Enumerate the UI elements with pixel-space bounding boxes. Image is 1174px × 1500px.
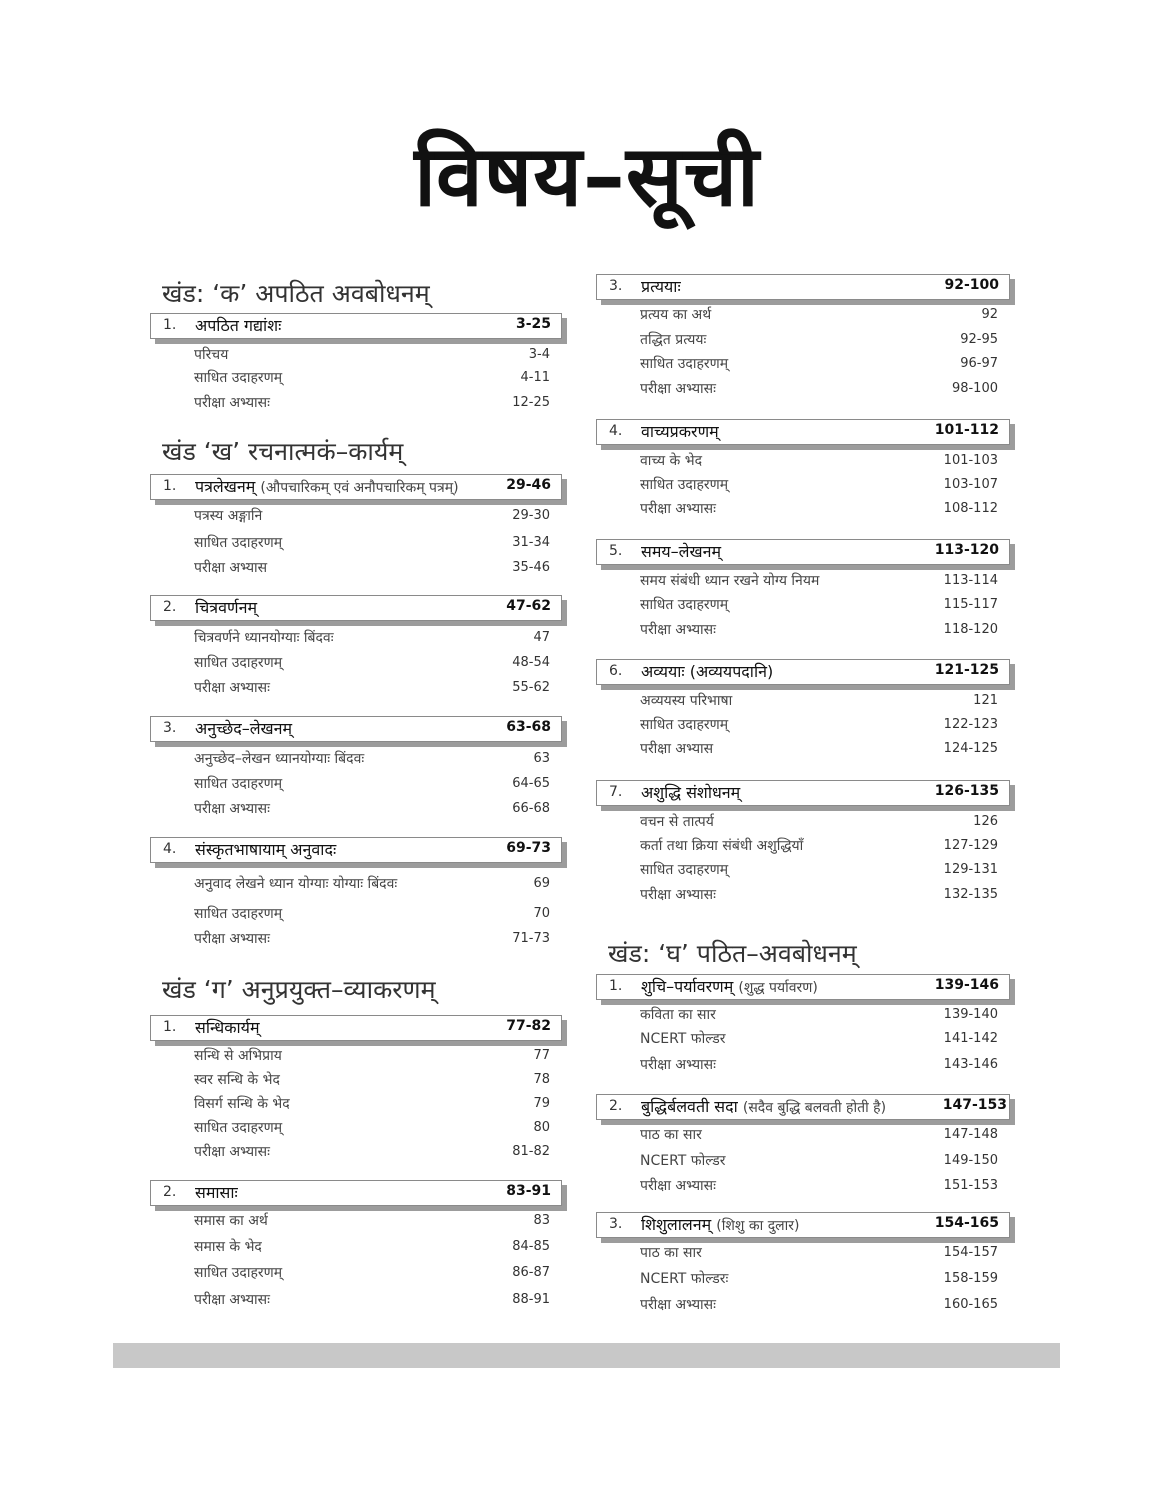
- item-label: साधित उदाहरणम्: [640, 477, 729, 493]
- item-page: 48-54: [512, 655, 550, 670]
- item-label: सन्धि से अभिप्राय: [194, 1048, 282, 1064]
- chapter-title: पत्रलेखनम्: [195, 477, 256, 496]
- item-page: 12-25: [512, 395, 550, 410]
- chapter-pages: 113-120: [934, 542, 999, 558]
- chapter-subtitle: (शुद्ध पर्यावरण): [738, 980, 818, 996]
- toc-item: [640, 620, 998, 642]
- chapter-name: अव्ययाः (अव्ययपदानि): [641, 662, 774, 681]
- item-page: 132-135: [943, 887, 998, 902]
- item-page: 154-157: [943, 1245, 998, 1260]
- toc-item: [640, 812, 998, 834]
- item-label: परीक्षा अभ्यासः: [194, 680, 270, 696]
- toc-item: [640, 885, 998, 907]
- chapter-header[interactable]: [150, 716, 562, 742]
- toc-item: [640, 836, 998, 858]
- item-label: समास के भेद: [194, 1239, 262, 1255]
- toc-item: [194, 799, 550, 821]
- chapter-number: 1.: [163, 317, 177, 333]
- item-page: 115-117: [943, 597, 998, 612]
- toc-item: [640, 1269, 998, 1291]
- chapter-title: शिशुलालनम्: [641, 1215, 712, 1234]
- item-label: NCERT फोल्डर: [640, 1031, 726, 1047]
- chapter-header[interactable]: [596, 419, 1010, 445]
- chapter-header[interactable]: [150, 1015, 562, 1041]
- item-page: 4-11: [520, 370, 550, 385]
- toc-item: [194, 628, 550, 650]
- toc-item: [640, 860, 998, 882]
- toc-item: [194, 1046, 550, 1068]
- item-label: वचन से तात्पर्य: [640, 814, 714, 830]
- item-label: परीक्षा अभ्यासः: [640, 1297, 716, 1313]
- chapter-name: वाच्यप्रकरणम्: [641, 422, 719, 441]
- item-page: 113-114: [943, 573, 998, 588]
- chapter-name: [195, 475, 459, 497]
- chapter-header[interactable]: [596, 274, 1010, 300]
- toc-item: [640, 715, 998, 737]
- toc-item: [640, 499, 998, 521]
- toc-item: [640, 451, 998, 473]
- item-page: 83: [533, 1213, 550, 1228]
- chapter-pages: 69-73: [506, 840, 551, 856]
- chapter-title: शुचि–पर्यावरणम्: [641, 977, 734, 996]
- section-heading-ka: खंड: ‘क’ अपठित अवबोधनम्: [162, 279, 430, 308]
- item-label: परीक्षा अभ्यासः: [640, 887, 716, 903]
- item-page: 71-73: [512, 931, 550, 946]
- toc-chapter[interactable]: [150, 1015, 562, 1160]
- item-label: परिचय: [194, 347, 229, 363]
- item-label: स्वर सन्धि के भेद: [194, 1072, 280, 1088]
- item-page: 69: [533, 876, 550, 891]
- item-page: 127-129: [943, 838, 998, 853]
- chapter-pages: 154-165: [934, 1215, 999, 1231]
- item-label: साधित उदाहरणम्: [640, 597, 729, 613]
- item-label: कर्ता तथा क्रिया संबंधी अशुद्धियाँ: [640, 838, 804, 854]
- item-label: अनुच्छेद–लेखन ध्यानयोग्याः बिंदवः: [194, 751, 365, 767]
- chapter-number: 4.: [609, 423, 623, 439]
- toc-item: [194, 368, 550, 390]
- item-label: परीक्षा अभ्यासः: [640, 1057, 716, 1073]
- chapter-name: प्रत्ययाः: [641, 277, 681, 296]
- toc-item: [640, 1055, 998, 1077]
- toc-item: [640, 595, 998, 617]
- item-label: NCERT फोल्डरः: [640, 1271, 729, 1287]
- chapter-number: 3.: [163, 720, 177, 736]
- item-label: साधित उदाहरणम्: [194, 1120, 283, 1136]
- chapter-pages: 29-46: [506, 477, 551, 493]
- item-page: 124-125: [943, 741, 998, 756]
- page-title: विषय–सूची: [414, 127, 760, 225]
- chapter-name: अपठित गद्यांशः: [195, 316, 282, 335]
- toc-chapter[interactable]: [150, 474, 562, 576]
- item-page: 70: [533, 906, 550, 921]
- toc-item: [640, 1005, 998, 1027]
- item-label: साधित उदाहरणम्: [640, 356, 729, 372]
- item-label: परीक्षा अभ्यासः: [194, 1292, 270, 1308]
- item-page: 31-34: [512, 535, 550, 550]
- item-label: कविता का सार: [640, 1007, 716, 1023]
- toc-item: [194, 345, 550, 367]
- toc-item: [194, 653, 550, 675]
- chapter-header[interactable]: [596, 974, 1010, 1000]
- chapter-subtitle: (शिशु का दुलार): [716, 1218, 800, 1234]
- chapter-pages: 92-100: [944, 277, 999, 293]
- toc-item: [194, 904, 550, 926]
- item-page: 118-120: [943, 622, 998, 637]
- chapter-number: 6.: [609, 663, 623, 679]
- footer-bar: [113, 1343, 1060, 1368]
- item-label: अव्ययस्य परिभाषा: [640, 693, 733, 709]
- chapter-number: 3.: [609, 1216, 623, 1232]
- item-page: 35-46: [512, 560, 550, 575]
- chapter-subtitle: (औपचारिकम् एवं अनौपचारिकम् पत्रम्): [260, 480, 459, 496]
- toc-chapter[interactable]: [596, 1094, 1010, 1194]
- toc-item: [194, 1142, 550, 1164]
- toc-item: [194, 393, 550, 415]
- toc-item: [194, 1070, 550, 1092]
- item-page: 149-150: [943, 1153, 998, 1168]
- toc-item: [194, 774, 550, 796]
- chapter-header[interactable]: [596, 1094, 1010, 1120]
- item-page: 80: [533, 1120, 550, 1135]
- chapter-pages: 101-112: [934, 422, 999, 438]
- chapter-number: 5.: [609, 543, 623, 559]
- toc-chapter[interactable]: [596, 659, 1010, 757]
- toc-item: [640, 330, 998, 352]
- item-page: 98-100: [951, 381, 998, 396]
- chapter-header[interactable]: [596, 1212, 1010, 1238]
- item-page: 160-165: [943, 1297, 998, 1312]
- toc-item: [640, 691, 998, 713]
- item-page: 129-131: [943, 862, 998, 877]
- item-page: 108-112: [943, 501, 998, 516]
- chapter-pages: 139-146: [934, 977, 999, 993]
- item-page: 147-148: [943, 1127, 998, 1142]
- toc-item: [194, 749, 550, 771]
- item-label: वाच्य के भेद: [640, 453, 703, 469]
- toc-item: [194, 678, 550, 700]
- toc-item: [194, 1118, 550, 1140]
- chapter-header[interactable]: [150, 595, 562, 621]
- chapter-header[interactable]: [596, 659, 1010, 685]
- toc-item: [194, 558, 550, 580]
- section-heading-ga: खंड ‘ग’ अनुप्रयुक्त–व्याकरणम्: [162, 975, 436, 1004]
- item-page: 88-91: [512, 1292, 550, 1307]
- item-label: परीक्षा अभ्यास: [194, 560, 268, 576]
- item-label: परीक्षा अभ्यासः: [640, 501, 716, 517]
- toc-item: [640, 1151, 998, 1173]
- chapter-pages: 47-62: [506, 598, 551, 614]
- toc-item: [640, 1176, 998, 1198]
- toc-chapter[interactable]: [596, 780, 1010, 903]
- chapter-name: चित्रवर्णनम्: [195, 598, 258, 617]
- item-label: साधित उदाहरणम्: [194, 655, 283, 671]
- item-label: परीक्षा अभ्यासः: [194, 931, 270, 947]
- item-page: 3-4: [528, 347, 550, 362]
- chapter-name: [641, 1095, 886, 1117]
- item-page: 158-159: [943, 1271, 998, 1286]
- item-label: समय संबंधी ध्यान रखने योग्य नियम: [640, 573, 820, 589]
- item-page: 103-107: [943, 477, 998, 492]
- item-label: परीक्षा अभ्यासः: [194, 801, 270, 817]
- item-page: 151-153: [943, 1178, 998, 1193]
- item-page: 29-30: [512, 508, 550, 523]
- section-heading-kha: खंड ‘ख’ रचनात्मकं–कार्यम्: [162, 437, 404, 466]
- item-label: साधित उदाहरणम्: [194, 535, 283, 551]
- chapter-pages: 126-135: [934, 783, 999, 799]
- item-label: परीक्षा अभ्यासः: [640, 381, 716, 397]
- item-page: 84-85: [512, 1239, 550, 1254]
- chapter-pages: 83-91: [506, 1183, 551, 1199]
- item-label: पाठ का सार: [640, 1127, 702, 1143]
- item-page: 77: [533, 1048, 550, 1063]
- chapter-pages: 63-68: [506, 719, 551, 735]
- toc-chapter[interactable]: [150, 595, 562, 696]
- toc-chapter[interactable]: [150, 313, 562, 411]
- chapter-number: 1.: [163, 478, 177, 494]
- toc-chapter[interactable]: [596, 1212, 1010, 1313]
- chapter-header[interactable]: [150, 1180, 562, 1206]
- toc-item: [194, 1237, 550, 1259]
- item-label: NCERT फोल्डर: [640, 1153, 726, 1169]
- item-page: 139-140: [943, 1007, 998, 1022]
- item-page: 86-87: [512, 1265, 550, 1280]
- toc-item: [194, 1094, 550, 1116]
- toc-item: [640, 379, 998, 401]
- toc-item: [640, 739, 998, 761]
- chapter-header[interactable]: [150, 837, 562, 863]
- chapter-number: 2.: [163, 1184, 177, 1200]
- chapter-number: 2.: [163, 599, 177, 615]
- item-label: परीक्षा अभ्यासः: [194, 1144, 270, 1160]
- toc-item: [194, 929, 550, 951]
- chapter-pages: 121-125: [934, 662, 999, 678]
- chapter-number: 4.: [163, 841, 177, 857]
- item-label: पाठ का सार: [640, 1245, 702, 1261]
- chapter-name: [641, 975, 818, 997]
- chapter-name: [641, 1213, 799, 1235]
- item-label: साधित उदाहरणम्: [194, 370, 283, 386]
- chapter-header[interactable]: [150, 313, 562, 339]
- chapter-pages: 147-153: [942, 1097, 1007, 1113]
- chapter-name: सन्धिकार्यम्: [195, 1018, 260, 1037]
- toc-chapter[interactable]: [150, 716, 562, 817]
- item-label: साधित उदाहरणम्: [640, 862, 729, 878]
- chapter-header[interactable]: [596, 539, 1010, 565]
- item-label: परीक्षा अभ्यासः: [194, 395, 270, 411]
- toc-item: [194, 1211, 550, 1233]
- toc-chapter[interactable]: [150, 1180, 562, 1308]
- toc-chapter[interactable]: [596, 539, 1010, 638]
- chapter-header[interactable]: [150, 474, 562, 500]
- toc-chapter[interactable]: [596, 974, 1010, 1073]
- toc-chapter[interactable]: [596, 419, 1010, 517]
- chapter-name: संस्कृतभाषायाम् अनुवादः: [195, 840, 337, 859]
- toc-item: [640, 354, 998, 376]
- item-page: 121: [973, 693, 998, 708]
- item-label: विसर्ग सन्धि के भेद: [194, 1096, 290, 1112]
- item-label: परीक्षा अभ्यासः: [640, 1178, 716, 1194]
- chapter-header[interactable]: [596, 780, 1010, 806]
- toc-item: [640, 1125, 998, 1147]
- chapter-number: 7.: [609, 784, 623, 800]
- chapter-name: अशुद्धि संशोधनम्: [641, 783, 741, 802]
- toc-item: [640, 571, 998, 593]
- chapter-subtitle: (सदैव बुद्धि बलवती होती है): [742, 1100, 887, 1116]
- chapter-pages: 77-82: [506, 1018, 551, 1034]
- item-page: 143-146: [943, 1057, 998, 1072]
- item-label: अनुवाद लेखने ध्यान योग्याः योग्याः बिंदवः: [194, 876, 398, 892]
- toc-item: [194, 533, 550, 555]
- chapter-number: 1.: [609, 978, 623, 994]
- toc-item: [640, 1243, 998, 1265]
- item-page: 55-62: [512, 680, 550, 695]
- item-page: 101-103: [943, 453, 998, 468]
- toc-item: [194, 1290, 550, 1312]
- toc-item: [194, 506, 550, 528]
- item-page: 78: [533, 1072, 550, 1087]
- chapter-name: समासाः: [195, 1183, 238, 1202]
- item-label: साधित उदाहरणम्: [640, 717, 729, 733]
- item-label: परीक्षा अभ्यास: [640, 741, 714, 757]
- item-page: 47: [533, 630, 550, 645]
- chapter-number: 3.: [609, 278, 623, 294]
- chapter-number: 2.: [609, 1098, 623, 1114]
- section-heading-gha: खंड: ‘घ’ पठित–अवबोधनम्: [608, 939, 857, 968]
- item-label: साधित उदाहरणम्: [194, 1265, 283, 1281]
- item-label: साधित उदाहरणम्: [194, 776, 283, 792]
- item-label: तद्धित प्रत्ययः: [640, 332, 707, 348]
- item-page: 81-82: [512, 1144, 550, 1159]
- item-page: 122-123: [943, 717, 998, 732]
- item-page: 126: [973, 814, 998, 829]
- item-page: 79: [533, 1096, 550, 1111]
- toc-item: [194, 874, 550, 896]
- item-label: परीक्षा अभ्यासः: [640, 622, 716, 638]
- toc-item: [640, 475, 998, 497]
- item-label: पत्रस्य अङ्गानि: [194, 508, 263, 524]
- chapter-name: अनुच्छेद–लेखनम्: [195, 719, 293, 738]
- toc-item: [640, 305, 998, 327]
- chapter-name: समय–लेखनम्: [641, 542, 722, 561]
- item-page: 141-142: [943, 1031, 998, 1046]
- item-label: साधित उदाहरणम्: [194, 906, 283, 922]
- item-page: 92-95: [960, 332, 998, 347]
- item-label: समास का अर्थ: [194, 1213, 268, 1229]
- chapter-title: बुद्धिर्बलवती सदा: [641, 1097, 738, 1116]
- item-page: 66-68: [512, 801, 550, 816]
- item-page: 64-65: [512, 776, 550, 791]
- toc-item: [640, 1295, 998, 1317]
- toc-item: [194, 1263, 550, 1285]
- toc-chapter[interactable]: [596, 274, 1010, 397]
- item-label: प्रत्यय का अर्थ: [640, 307, 712, 323]
- item-page: 96-97: [960, 356, 998, 371]
- chapter-number: 1.: [163, 1019, 177, 1035]
- chapter-pages: 3-25: [515, 316, 551, 332]
- item-label: चित्रवर्णने ध्यानयोग्याः बिंदवः: [194, 630, 334, 646]
- item-page: 63: [533, 751, 550, 766]
- toc-chapter[interactable]: [150, 837, 562, 947]
- item-page: 92: [981, 307, 998, 322]
- toc-item: [640, 1029, 998, 1051]
